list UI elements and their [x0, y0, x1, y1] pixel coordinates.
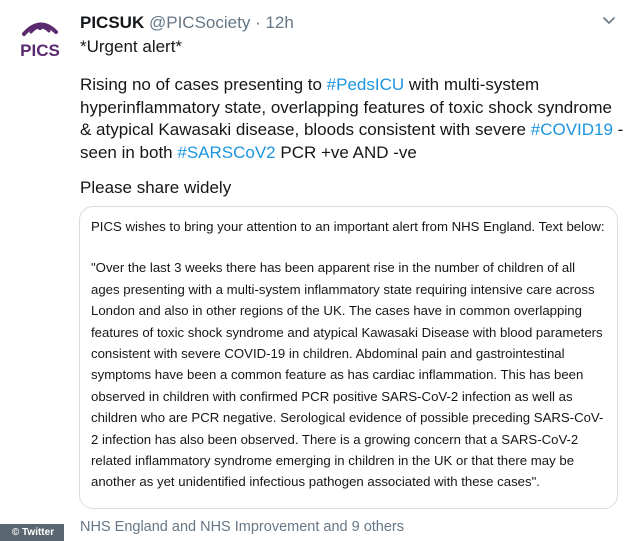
tweet-subtitle: *Urgent alert* [80, 37, 183, 56]
pics-logo-icon [14, 12, 66, 64]
card-quote: "Over the last 3 weeks there has been apparent rise in the number of children of all ages presenting with a multi-system inflammatory state requiring intensive care across London and also in other regions of the UK. The cases have in common overlapping features of toxic shock syndrome and atypical Kawasaki Disease with blood parameters consistent with severe COVID-19 in children. Abdominal pain and gastrointestinal symptoms have been a common feature as has cardiac inflammation. This has been observed in children with confirmed PCR positive SARS-CoV-2 infection as well as children who are PCR negative. Serological evidence of possible preceding SARS-CoV-2 infection has also been observed. There is a growing concern that a SARS-CoV-2 related inflammatory syndrome emerging in children in the UK or that there may be another as yet unidentified infectious pathogen associated with these cases". [91, 260, 604, 490]
hashtag-link[interactable]: #SARSCoV2 [177, 142, 276, 162]
image-credit: © Twitter [0, 524, 64, 541]
tweet-text [80, 74, 628, 164]
tweet-time[interactable]: 12h [265, 13, 294, 32]
tweet-text-segment: with multi-system hyperinflammatory state, overlapping features of toxic shock syndrome & atypical Kawasaki disease, bloods consistent with severe [80, 75, 612, 139]
separator-dot: · [255, 13, 261, 32]
chevron-down-icon[interactable] [601, 12, 617, 28]
avatar-logo-text: PICS [20, 41, 60, 60]
share-text: Please share widely [80, 178, 232, 197]
card-intro: PICS wishes to bring your attention to an important alert from NHS England. Text below: [91, 219, 605, 234]
hashtag-link[interactable]: #COVID19 [530, 120, 613, 139]
author-handle[interactable]: @PICSociety [148, 13, 251, 32]
author-name[interactable]: PICSUK [80, 13, 145, 32]
tweet-text-segment: PCR +ve AND -ve [275, 142, 417, 162]
attached-image-card[interactable] [79, 206, 618, 509]
tweet-text-segment: Rising no of cases presenting to [80, 75, 327, 94]
tagged-accounts-link[interactable]: NHS England and NHS Improvement and 9 others [80, 519, 405, 535]
tweet-text-segment: - seen in both [80, 120, 624, 162]
tweet-header [80, 12, 294, 34]
hashtag-link[interactable]: #PedsICU [326, 75, 405, 94]
avatar[interactable] [14, 12, 66, 64]
